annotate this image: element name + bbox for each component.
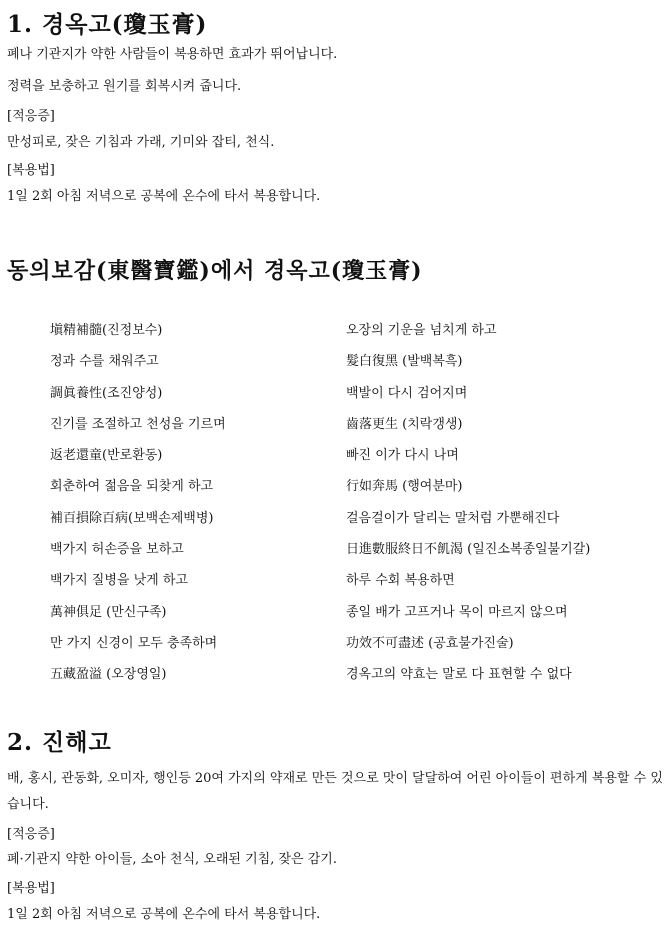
verse-left-cell: 백가지 허손증을 보하고 xyxy=(50,542,184,558)
verse-right-cell: 髮白復黑 (발백복흑) xyxy=(346,354,463,370)
verse-row xyxy=(50,406,650,437)
verse-right-cell: 빠진 이가 다시 나며 xyxy=(346,448,459,464)
verse-left-cell: 塡精補髓(진정보수) xyxy=(50,323,163,338)
verse-row xyxy=(50,375,650,406)
section1-indication-label: [적응증] xyxy=(7,109,55,124)
verse-row xyxy=(50,531,650,562)
section2-dosage-text: 1일 2회 아침 저녁으로 공복에 온수에 타서 복용합니다. xyxy=(7,907,321,922)
verse-row xyxy=(50,656,650,687)
verse-left-cell: 調眞養性(조진양성) xyxy=(50,385,163,401)
donguibogam-verse-table xyxy=(50,312,650,688)
section2-indication-text: 폐·기관지 약한 아이들, 소아 천식, 오래된 기침, 잦은 감기. xyxy=(7,852,337,867)
verse-row xyxy=(50,500,650,531)
section1-heading: 1. 경옥고(瓊玉膏) xyxy=(7,11,208,38)
verse-right-cell: 行如奔馬 (행여분마) xyxy=(346,479,463,495)
section2-desc: 배, 홍시, 관동화, 오미자, 행인등 20여 가지의 약재로 만든 것으로 맛이 달달하여 어린 아이들이 편하게 복용할 수 있습니다. xyxy=(7,771,663,812)
verse-row xyxy=(50,468,650,499)
verse-left-cell: 五藏盈溢 (오장영일) xyxy=(50,667,167,683)
verse-right-cell: 백발이 다시 검어지며 xyxy=(346,385,468,401)
verse-right-cell: 하루 수회 복용하면 xyxy=(346,573,455,589)
verse-left-cell: 返老還童(반로환동) xyxy=(50,448,163,464)
donguibogam-heading: 동의보감(東醫寶鑑)에서 경옥고(瓊玉膏) xyxy=(7,258,423,284)
verse-left-cell: 백가지 질병을 낫게 하고 xyxy=(50,573,188,589)
section2-dosage-label: [복용법] xyxy=(7,881,55,896)
verse-row xyxy=(50,343,650,374)
section1-indication-text: 만성피로, 잦은 기침과 가래, 기미와 잡티, 천식. xyxy=(7,135,275,150)
verse-right-cell: 日進數服終日不飢渴 (일진소복종일불기갈) xyxy=(346,542,591,558)
verse-right-cell: 종일 배가 고프거나 목이 마르지 않으며 xyxy=(346,604,568,620)
section1-desc-line2: 정력을 보충하고 원기를 회복시켜 줍니다. xyxy=(7,79,242,94)
verse-left-cell: 정과 수를 채워주고 xyxy=(50,354,159,370)
verse-row xyxy=(50,625,650,656)
verse-right-cell: 경옥고의 약효는 말로 다 표현할 수 없다 xyxy=(346,667,572,683)
verse-left-cell: 만 가지 신경이 모두 충족하며 xyxy=(50,635,218,651)
section1-dosage-text: 1일 2회 아침 저녁으로 공복에 온수에 타서 복용합니다. xyxy=(7,189,321,204)
verse-row xyxy=(50,594,650,625)
verse-right-cell: 걸음걸이가 달리는 말처럼 가뿐해진다 xyxy=(346,510,560,526)
verse-left-cell: 회춘하여 젊음을 되찾게 하고 xyxy=(50,479,214,495)
verse-left-cell: 진기를 조절하고 천성을 기르며 xyxy=(50,416,226,432)
verse-row xyxy=(50,437,650,468)
section1-dosage-label: [복용법] xyxy=(7,163,55,178)
verse-left-cell: 補百損除百病(보백손제백병) xyxy=(50,510,214,526)
section2-heading: 2. 진해고 xyxy=(7,729,112,756)
verse-row xyxy=(50,562,650,593)
section2-indication-label: [적응증] xyxy=(7,827,55,842)
verse-row xyxy=(50,312,650,343)
verse-left-cell: 萬神俱足 (만신구족) xyxy=(50,604,167,620)
verse-right-cell: 功效不可盡述 (공효불가진술) xyxy=(346,635,514,651)
section1-desc-line1: 폐나 기관지가 약한 사람들이 복용하면 효과가 뛰어납니다. xyxy=(7,47,338,62)
verse-right-cell: 오장의 기운을 넘치게 하고 xyxy=(346,323,497,338)
verse-right-cell: 齒落更生 (치락갱생) xyxy=(346,416,463,432)
